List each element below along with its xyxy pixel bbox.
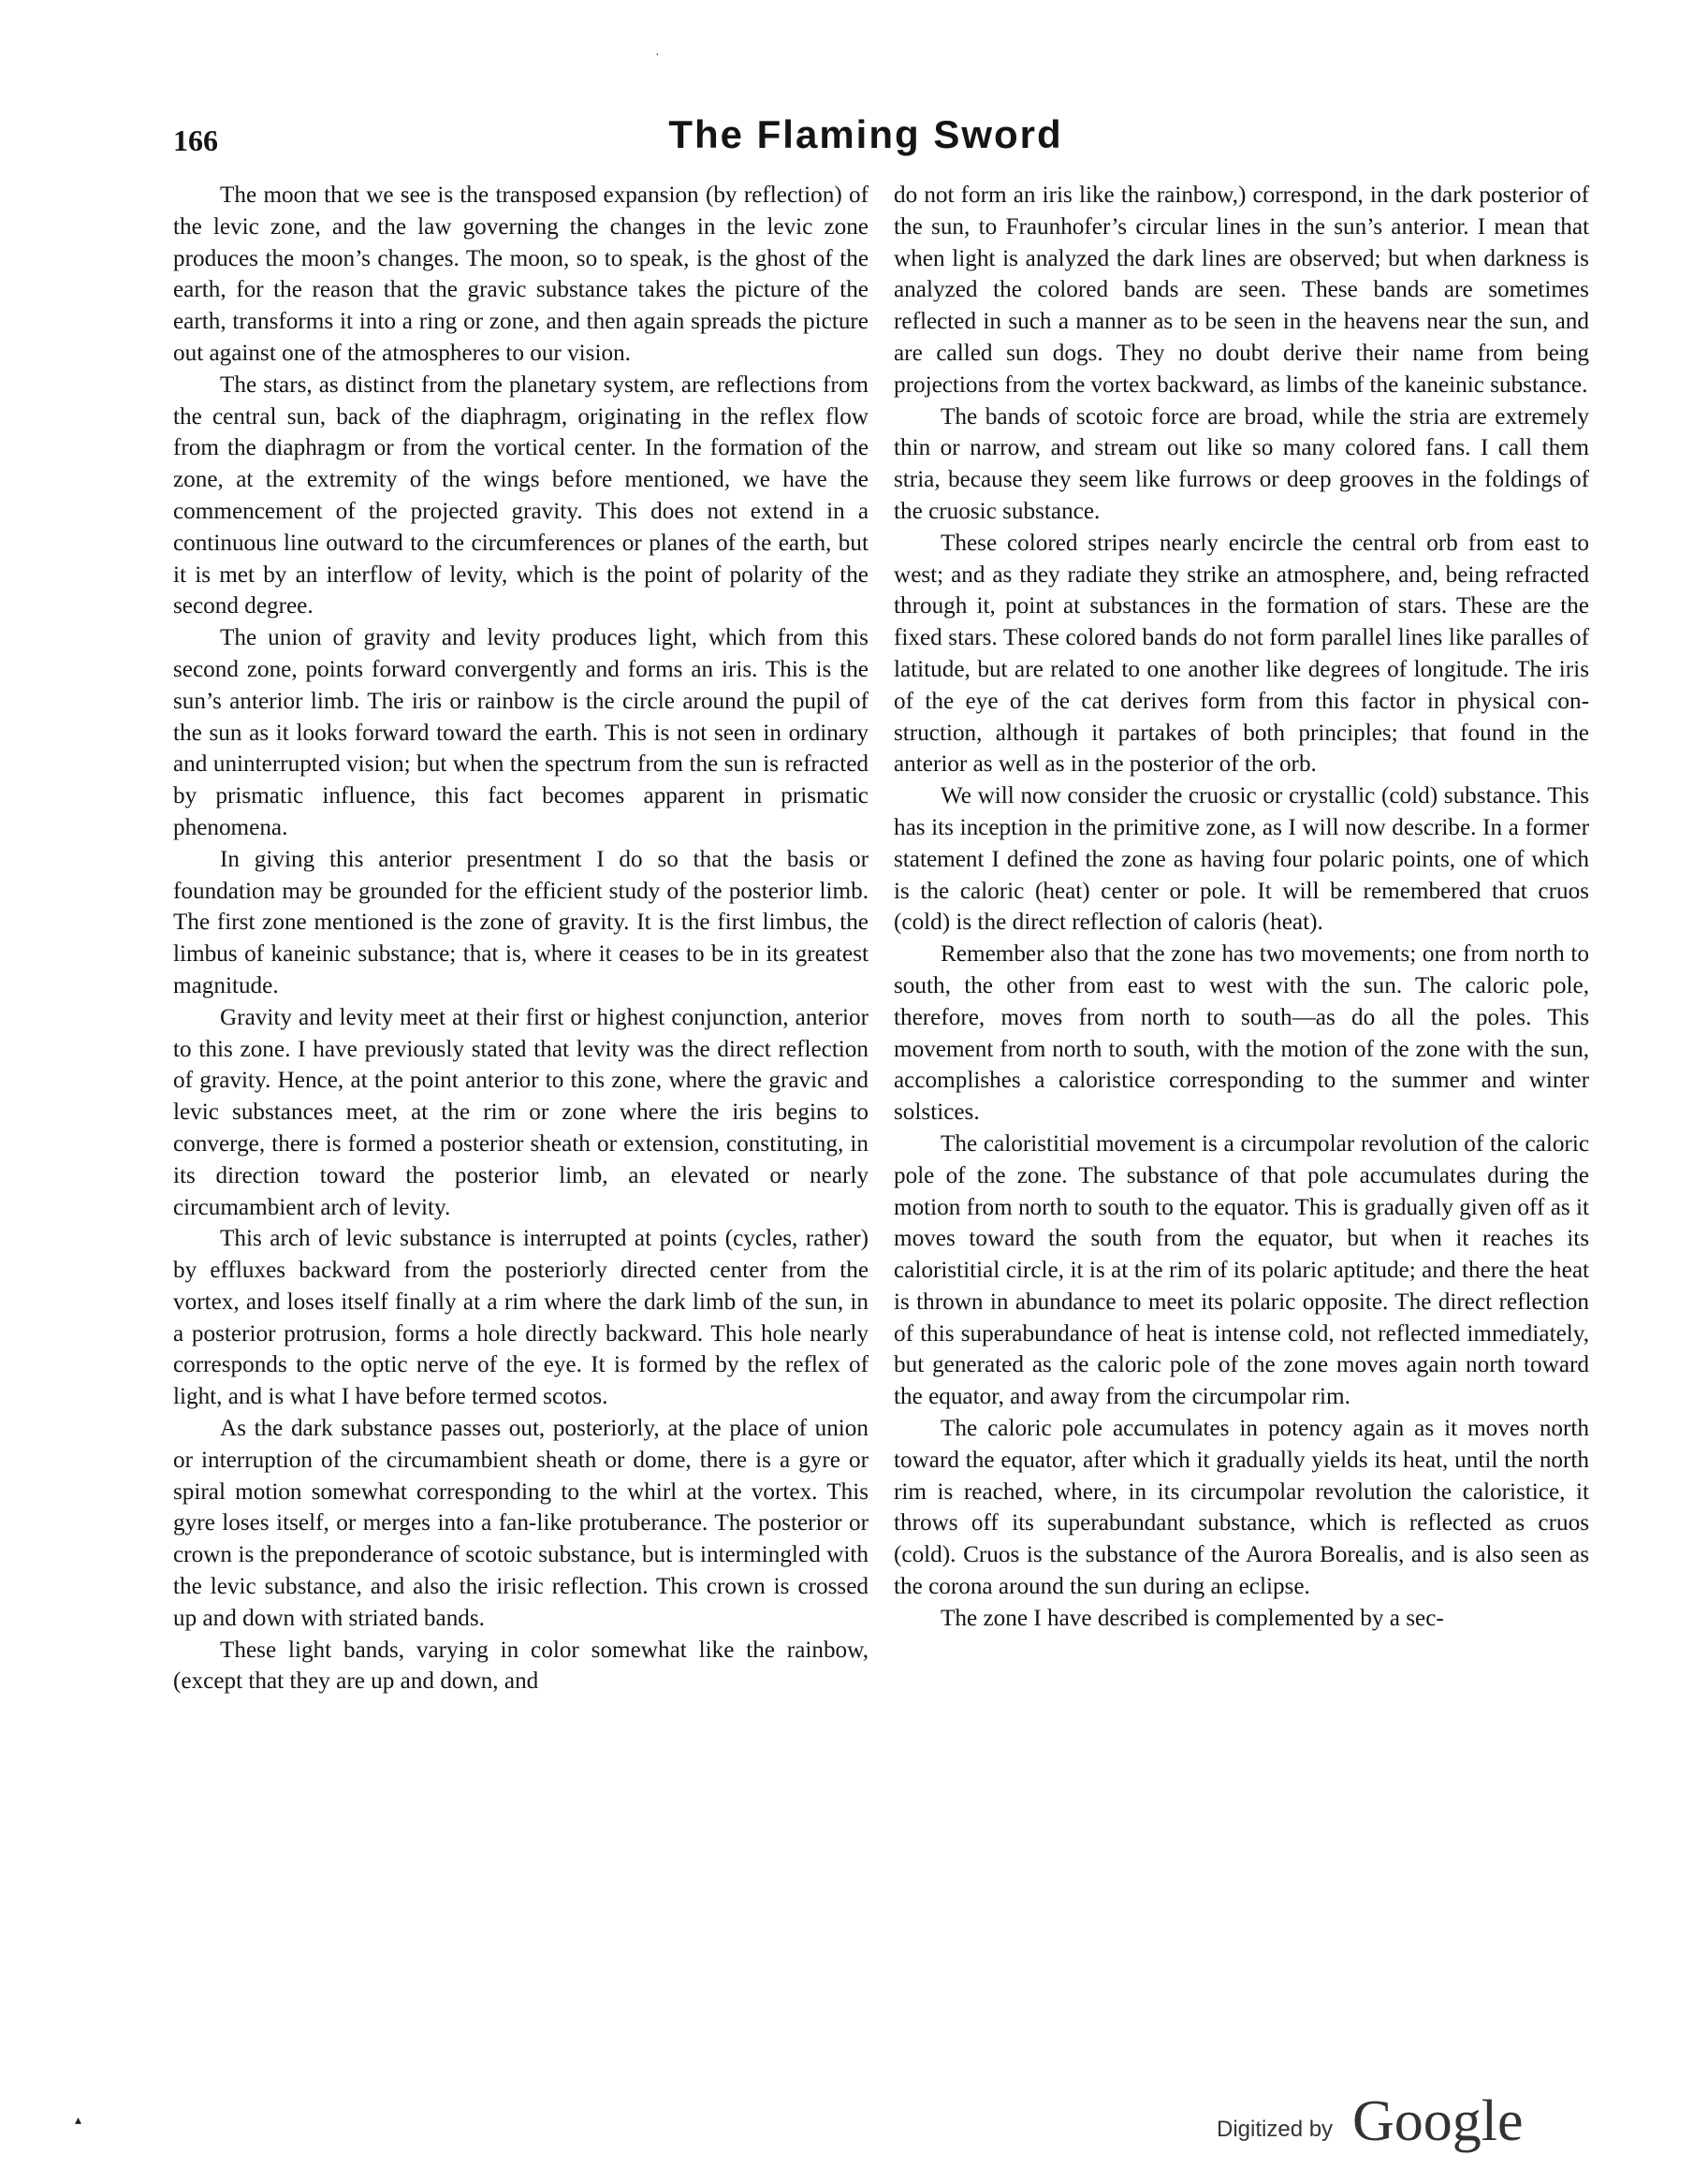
paragraph: This arch of levic substance is interrupted at points (cycles, rather) by effluxes backward from the posteriorly directed center from the vortex, and loses itself finally at a rim where the dark limb of the sun, in a posterior protrusion, forms a hole directly backward. This hole nearly corresponds to the optic nerve of the eye. It is formed by the reflex of light, and is what I have before termed scotos. [173, 1226, 869, 1410]
paragraph: Remember also that the zone has two movements; one from north to south, the other from east to west with the sun. The caloric pole, therefore, moves from north to south—as do all the poles. This movement from north to south, with the motion of the zone with the sun, accomplishes a caloristice corresponding to the summer and winter solstices. [894, 941, 1589, 1126]
paragraph: The bands of scotoic force are broad, while the stria are extremely thin or narrow, and stream out like so many colored fans. I call them stria, because they seem like furrows or deep grooves in the foldings of the cruosic substance. [894, 403, 1589, 524]
right-column [894, 180, 1589, 1635]
scan-speck: · [655, 49, 660, 63]
paragraph-continued: do not form an iris like the rainbow,) correspond, in the dark posterior of the sun, to Fraunhofer’s circular lines in the sun’s anterior. I mean that when light is analyzed the dark lines are observed; but when darkness is analyzed the colored bands are seen. These bands are sometimes reflected in such a manner as to be seen in the heavens near the sun, and are called sun dogs. They no doubt derive their name from being projections from the vortex backward, as limbs of the kaneinic substance. [894, 182, 1589, 398]
digitization-watermark [1217, 2089, 1610, 2154]
journal-title: The Flaming Sword [668, 112, 1063, 156]
paragraph: The caloric pole accumulates in potency again as it moves north toward the equator, after which it gradually yields its heat, until the north rim is reached, where, in its circumpolar revolution the caloristice, it throws off its superabundant substance, which is reflected as cruos (cold). Cruos is the substance of the Aurora Borealis, and is also seen as the corona around the sun during an eclipse. [894, 1416, 1589, 1600]
paragraph: The zone I have described is complemented by a sec- [941, 1605, 1444, 1631]
paragraph: As the dark substance passes out, posteriorly, at the place of union or interruption of the circumambient sheath or dome, there is a gyre or spiral motion somewhat corresponding to the whirl at the vortex. This gyre loses itself, or merges into a fan-like protuberance. The posterior or crown is the preponderance of scotoic substance, but is intermingled with the levic substance, and also the irisic reflection. This crown is crossed up and down with striated bands. [173, 1416, 869, 1631]
google-logo: Google [1352, 2089, 1524, 2153]
paragraph: These light bands, varying in color somewhat like the rainbow, (except that they are up and down, and [173, 1637, 869, 1695]
page-header [173, 112, 1577, 168]
page-number: 166 [173, 124, 218, 157]
watermark-label: Digitized by [1217, 2117, 1334, 2142]
paragraph: The moon that we see is the transposed expansion (by reflection) of the levic zone, and the law governing the changes in the levic zone produces the moon’s changes. The moon, so to speak, is the ghost of the earth, for the reason that the gravic substance takes the picture of the earth, transforms it into a ring or zone, and then again spreads the picture out against one of the atmospheres to our vision. [173, 182, 869, 366]
paragraph: In giving this anterior presentment I do so that the basis or foundation may be grounded for the efficient study of the posterior limb. The first zone mentioned is the zone of gravity. It is the first limbus, the limbus of kaneinic substance; that is, where it ceases to be in its greatest magnitude. [173, 846, 869, 998]
paragraph: These colored stripes nearly encircle the central orb from east to west; and as they radiate they strike an atmosphere, and, being refracted through it, point at substances in the formation of stars. These are the fixed stars. These colored bands do not form parallel lines like paralles of latitude, but are related to one another like degrees of longitude. The iris of the eye of the cat derives form from this factor in physical construction, although it partakes of both principles; that found in the anterior as well as in the posterior of the orb. [894, 530, 1589, 778]
paragraph: The caloristitial movement is a circumpolar revolution of the caloric pole of the zone. The substance of that pole accumulates during the motion from north to south to the equator. This is gradually given off as it moves toward the south from the equator, but when it reaches its caloristitial circle, it is at the rim of its polaric aptitude; and there the heat is thrown in abundance to meet its polaric opposite. The direct reflection of this superabundance of heat is intense cold, not reflected immediately, but generated as the caloric pole of the zone moves again north toward the equator, and away from the circumpolar rim. [894, 1130, 1589, 1410]
scan-speck: ▴ [75, 2114, 82, 2128]
paragraph: Gravity and levity meet at their first or highest conjunction, anterior to this zone. I have previously stated that levity was the direct reflection of gravity. Hence, at the point anterior to this zone, where the gravic and levic substances meet, at the rim or zone where the iris begins to converge, there is formed a posterior sheath or extension, constituting, in its direction toward the posterior limb, an elevated or nearly circumambient arch of levity. [173, 1004, 869, 1220]
paragraph: We will now consider the cruosic or crystallic (cold) substance. This has its inception in the primitive zone, as I will now describe. In a former statement I defined the zone as having four polaric points, one of which is the caloric (heat) center or pole. It will be remembered that cruos (cold) is the direct reflection of caloris (heat). [894, 783, 1589, 936]
paragraph: The stars, as distinct from the planetary system, are reflections from the central sun, back of the diaphragm, originating in the reflex flow from the diaphragm or from the vortical center. In the formation of the zone, at the extremity of the wings before mentioned, we have the commencement of the projected gravity. This does not extend in a continuous line outward to the circumferences or planes of the earth, but it is met by an interflow of levity, which is the point of polarity of the second degree. [173, 371, 869, 619]
left-column [173, 180, 869, 1697]
paragraph: The union of gravity and levity produces light, which from this second zone, points forward convergently and forms an iris. This is the sun’s anterior limb. The iris or rainbow is the circle around the pupil of the sun as it looks forward toward the earth. This is not seen in ordinary and uninterrupted vision; but when the spectrum from the sun is refracted by prismatic influence, this fact becomes apparent in prismatic phenomena. [173, 625, 869, 840]
